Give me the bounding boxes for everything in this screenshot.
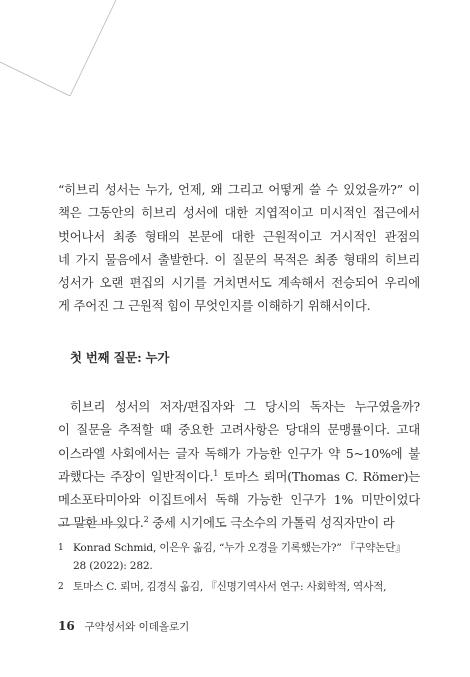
body-paragraph bbox=[58, 395, 420, 535]
text-segment: 과했다는 주장이 일반적이다. bbox=[58, 468, 214, 484]
footnote-text: 28 (2022): 282. bbox=[73, 560, 153, 572]
text-line: 네 가지 물음에서 출발한다. 이 질문의 목적은 최종 형태의 히브리 bbox=[58, 251, 420, 267]
footnote-text: Konrad Schmid, 이은우 옮김, “누가 오경을 기록했는가?” 『구약논단』 bbox=[73, 542, 406, 554]
section-heading: 첫 번째 질문: 누가 bbox=[70, 350, 170, 365]
intro-paragraph bbox=[58, 178, 420, 318]
footnote-1 bbox=[58, 539, 420, 575]
footnote-ref-2[interactable]: 2 bbox=[143, 515, 149, 525]
footnote-number: 2 bbox=[58, 582, 64, 592]
footnote-text: 토마스 C. 뢰머, 김경식 옮김, 『신명기역사서 연구: 사회학적, 역사적, bbox=[73, 581, 387, 593]
text-line: 이스라엘 사회에서는 글자 독해가 가능한 인구가 약 5~10%에 불 bbox=[58, 445, 420, 461]
footnote-number: 1 bbox=[58, 543, 64, 553]
text-segment: 고 말한 바 있다. bbox=[58, 515, 144, 531]
text-line: 벗어나서 최종 형태의 본문에 대한 근원적이고 거시적인 관점의 bbox=[58, 228, 420, 244]
text-line: 책은 그동안의 히브리 성서에 대한 지엽적이고 미시적인 접근에서 bbox=[58, 205, 420, 221]
footnote-2 bbox=[58, 578, 420, 596]
text-segment: 중세 시기에도 극소수의 가톨릭 성직자만이 라 bbox=[148, 515, 395, 531]
footnote-ref-1[interactable]: 1 bbox=[213, 468, 219, 478]
text-line bbox=[58, 465, 420, 488]
footnote-divider bbox=[58, 524, 124, 525]
text-line: 히브리 성서의 저자/편집자와 그 당시의 독자는 누구였을까? bbox=[70, 399, 420, 414]
text-line: 성서가 오랜 편집의 시기를 거치면서도 계속해서 전승되어 우리에 bbox=[58, 275, 420, 291]
text-line: “히브리 성서는 누가, 언제, 왜 그리고 어떻게 쓸 수 있었을까?” 이 bbox=[58, 182, 420, 197]
text-line: 게 주어진 그 근원적 힘이 무엇인지를 이해하기 위해서이다. bbox=[58, 298, 371, 314]
text-line: 메소포타미아와 이집트에서 독해 가능한 인구가 1% 미만이었다 bbox=[58, 492, 420, 508]
page-number: 16 bbox=[58, 619, 75, 633]
page-footer bbox=[58, 619, 189, 634]
decorative-corner-lines bbox=[0, 0, 130, 110]
text-segment: 토마스 뢰머(Thomas C. Römer)는 bbox=[218, 468, 420, 484]
running-title: 구약성서와 이데올로기 bbox=[84, 621, 190, 633]
text-line: 이 질문을 추적할 때 중요한 고려사항은 당대의 문맹률이다. 고대 bbox=[58, 422, 420, 438]
